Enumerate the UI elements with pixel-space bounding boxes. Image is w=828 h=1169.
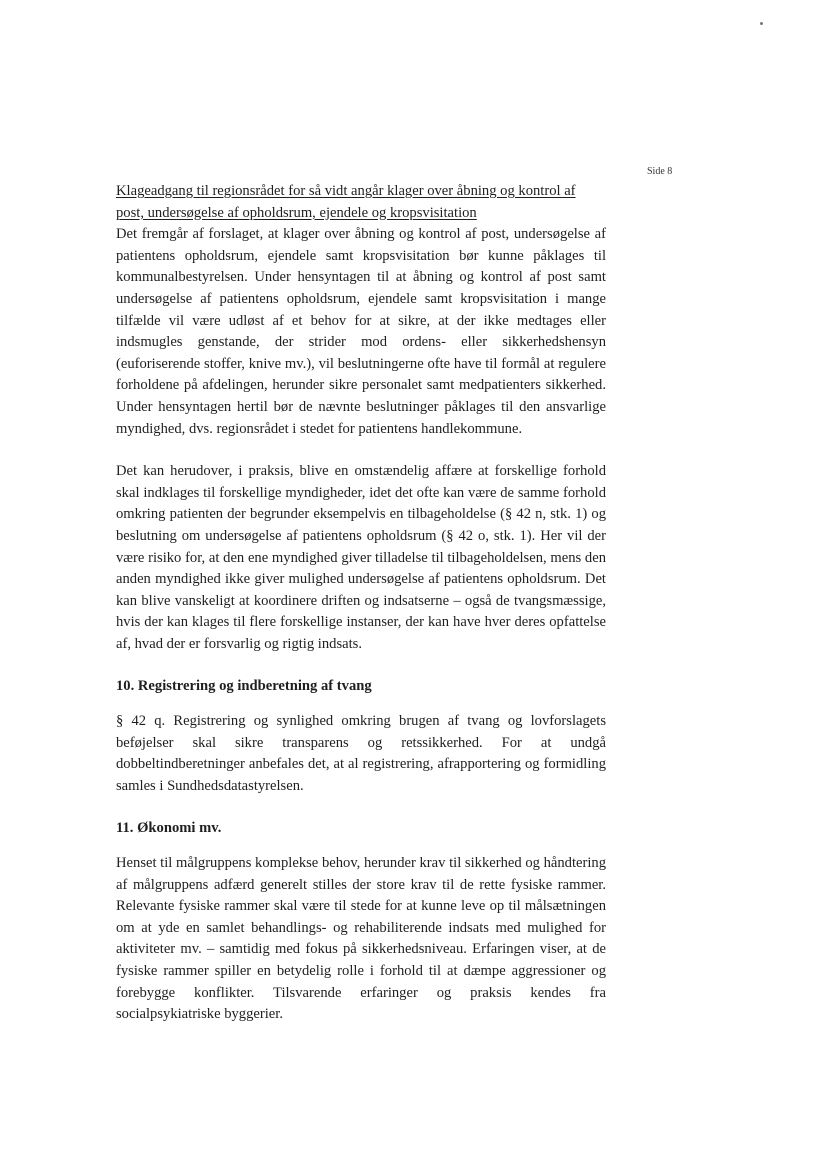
paragraph-spacer	[116, 840, 606, 853]
section-10-heading: 10. Registrering og indberetning af tvang	[116, 678, 372, 695]
section-11-paragraph: Henset til målgruppens komplekse behov, herunder krav til sikkerhed og håndtering af målgruppens adfærd generelt stilles der store krav til de rette fysiske rammer. Relevante fysiske rammer skal være til stede for at kunne leve op til målsætningen om at yde en samlet behandlings- og rehabiliterende indsats med mulighed for aktiviteter mv. – samtidig med fokus på sikkerhedsniveau. Erfaringen viser, at de fysiske rammer spiller en betydelig rolle i forhold til at dæmpe aggressioner og forebygge konflikter. Tilsvarende erfaringer og praksis kendes fra socialpsykiatriske byggerier.	[116, 855, 606, 1023]
paragraph-spacer	[116, 655, 606, 676]
complaints-paragraph-1: Det fremgår af forslaget, at klager over åbning og kontrol af post, undersøgelse af patientens opholdsrum, ejendele samt kropsvisitation bør kunne påklages til kommunalbestyrelsen. Under hensyntagen til at åbning og kontrol af post samt undersøgelse af patientens opholdsrum, ejendele samt kropsvisitation i mange tilfælde vil være udløst af et behov for at sikre, at der ikke medtages eller indsmugles genstande, der strider mod ordens- eller sikkerhedshensyn (euforiserende stoffer, knive mv.), vil beslutningerne ofte have til formål at regulere forholdene på afdelingen, herunder sikre personalet samt medpatienters sikkerhed. Under hensyntagen hertil bør de nævnte beslutninger påklages til den ansvarlige myndighed, dvs. regionsrådet i stedet for patientens handlekommune.	[116, 226, 606, 437]
page-number: Side 8	[647, 166, 673, 177]
section-11-heading: 11. Økonomi mv.	[116, 820, 222, 837]
complaints-paragraph-2: Det kan herudover, i praksis, blive en omstændelig affære at forskellige forhold skal indklages til forskellige myndigheder, idet det ofte kan være de samme forhold omkring patienten der begrunder eksempelvis en tilbageholdelse (§ 42 n, stk. 1) og beslutning om undersøgelse af patientens opholdsrum (§ 42 o, stk. 1). Her vil der være risiko for, at den ene myndighed giver tilladelse til tilbageholdelsen, mens den anden myndighed ikke giver mulighed undersøgelse af patientens opholdsrum. Det kan blive vanskeligt at koordinere driften og indsatserne – også de tvangsmæssige, hvis der kan klages til flere forskellige instanser, der kan have hver deres opfattelse af, hvad der er forsvarlig og rigtig indsats.	[116, 463, 606, 652]
document-body	[116, 181, 606, 1026]
paragraph-spacer	[116, 698, 606, 711]
paragraph-spacer	[116, 797, 606, 818]
scan-artifact-dot	[760, 22, 763, 25]
paragraph-spacer	[116, 440, 606, 461]
complaints-section-heading: Klageadgang til regionsrådet for så vidt angår klager over åbning og kontrol af post, undersøgelse af opholdsrum, ejendele og kropsvisitation	[116, 183, 576, 221]
section-10-paragraph: § 42 q. Registrering og synlighed omkring brugen af tvang og lovforslagets beføjelser skal sikre transparens og retssikkerhed. For at undgå dobbeltindberetninger anbefales det, at al registrering, afrapportering og formidling samles i Sundhedsdatastyrelsen.	[116, 713, 606, 794]
